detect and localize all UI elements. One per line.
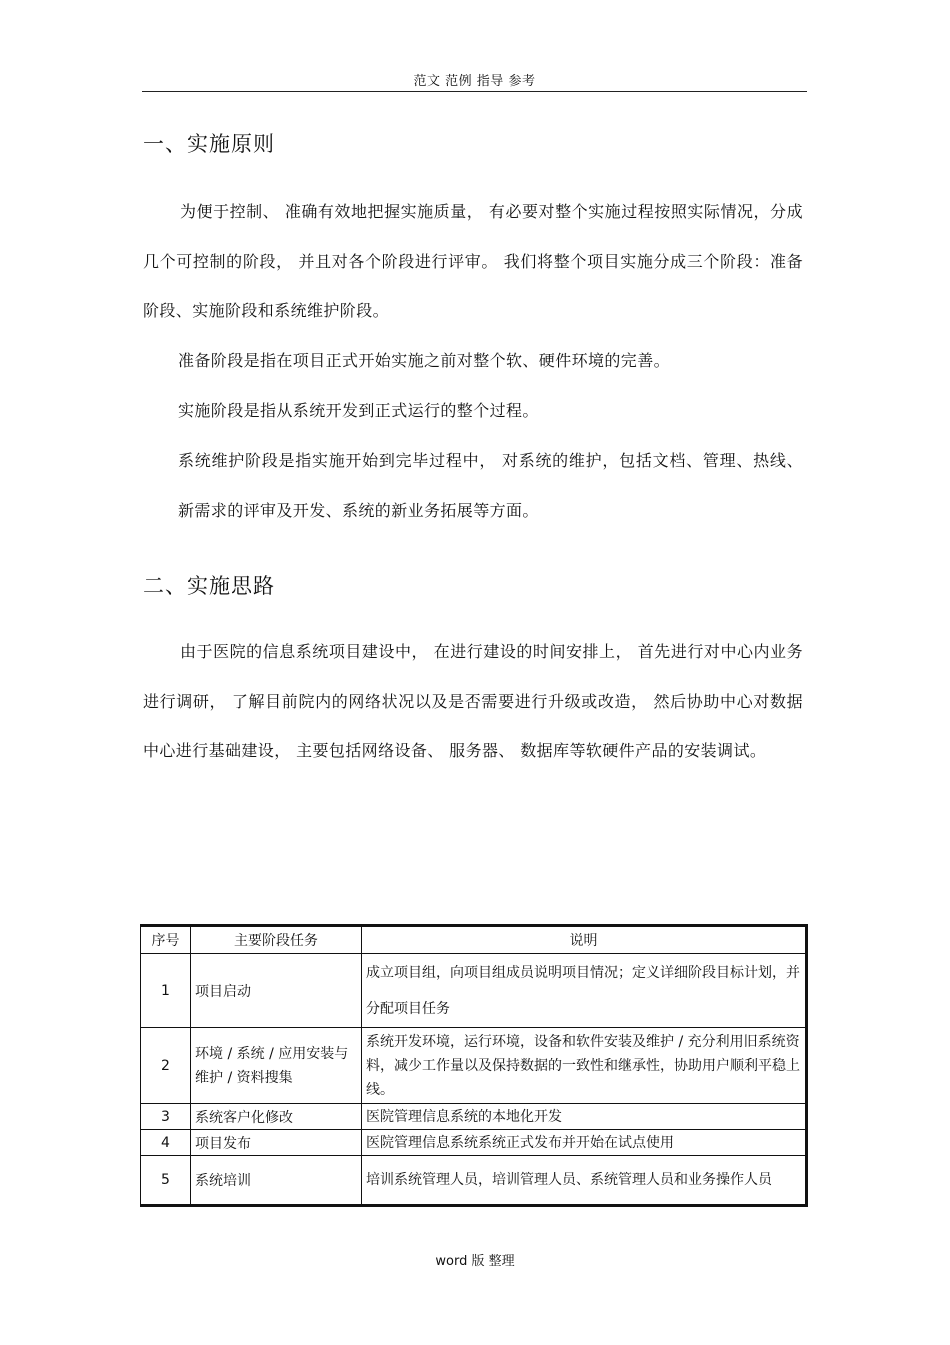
table-row — [141, 1104, 807, 1130]
section-1-paragraph-2: 准备阶段是指在项目正式开始实施之前对整个软、硬件环境的完善。 — [178, 351, 671, 370]
page-footer: word 版 整理 — [435, 1254, 515, 1269]
section-2-paragraph: 由于医院的信息系统项目建设中， 在进行建设的时间安排上， 首先进行对中心内业务进行调研， 了解目前院内的网络状况以及是否需要进行升级或改造， 然后协助中心对数据中心进行基础建设， 主要包括网络设备、 服务器、 数据库等软硬件产品的安装调试。 — [143, 642, 803, 760]
section-1-paragraph-4: 系统维护阶段是指实施开始到完毕过程中， 对系统的维护，包括文档、管理、热线、新需求的评审及开发、系统的新业务拓展等方面。 — [178, 451, 803, 520]
row-no: 4 — [141, 1130, 191, 1156]
section-1-paragraph-1: 为便于控制、 准确有效地把握实施质量， 有必要对整个实施过程按照实际情况，分成几个可控制的阶段， 并且对各个阶段进行评审。 我们将整个项目实施分成三个阶段：准备阶段、实施阶段和系统维护阶段。 — [143, 202, 803, 320]
header-desc: 说明 — [362, 926, 807, 954]
header-no: 序号 — [141, 926, 191, 954]
row-task: 系统客户化修改 — [191, 1104, 362, 1130]
header-divider — [142, 91, 807, 92]
row-desc: 医院管理信息系统系统正式发布并开始在试点使用 — [362, 1130, 807, 1156]
row-desc: 系统开发环境，运行环境，设备和软件安装及维护 / 充分利用旧系统资料，减少工作量以及保持数据的一致性和继承性，协助用户顺利平稳上线。 — [362, 1028, 807, 1104]
table-row — [141, 1156, 807, 1206]
section-2-heading: 二、实施思路 — [143, 574, 275, 598]
row-desc: 培训系统管理人员，培训管理人员、系统管理人员和业务操作人员 — [362, 1156, 807, 1206]
header-task: 主要阶段任务 — [191, 926, 362, 954]
row-no: 2 — [141, 1028, 191, 1104]
table-row — [141, 1028, 807, 1104]
row-desc: 医院管理信息系统的本地化开发 — [362, 1104, 807, 1130]
row-desc: 成立项目组，向项目组成员说明项目情况；定义详细阶段目标计划，并分配项目任务 — [362, 954, 807, 1028]
row-no: 1 — [141, 954, 191, 1028]
row-no: 5 — [141, 1156, 191, 1206]
section-1-heading: 一、实施原则 — [143, 132, 275, 156]
row-task: 环境 / 系统 / 应用安装与维护 / 资料搜集 — [191, 1028, 362, 1104]
table-row — [141, 954, 807, 1028]
row-task: 系统培训 — [191, 1156, 362, 1206]
page-header: 范文 范例 指导 参考 — [413, 74, 536, 89]
table-header-row — [141, 926, 807, 954]
row-no: 3 — [141, 1104, 191, 1130]
row-task: 项目启动 — [191, 954, 362, 1028]
section-1-paragraph-3: 实施阶段是指从系统开发到正式运行的整个过程。 — [178, 401, 539, 420]
row-task: 项目发布 — [191, 1130, 362, 1156]
phase-task-table — [140, 924, 808, 1207]
table-row — [141, 1130, 807, 1156]
